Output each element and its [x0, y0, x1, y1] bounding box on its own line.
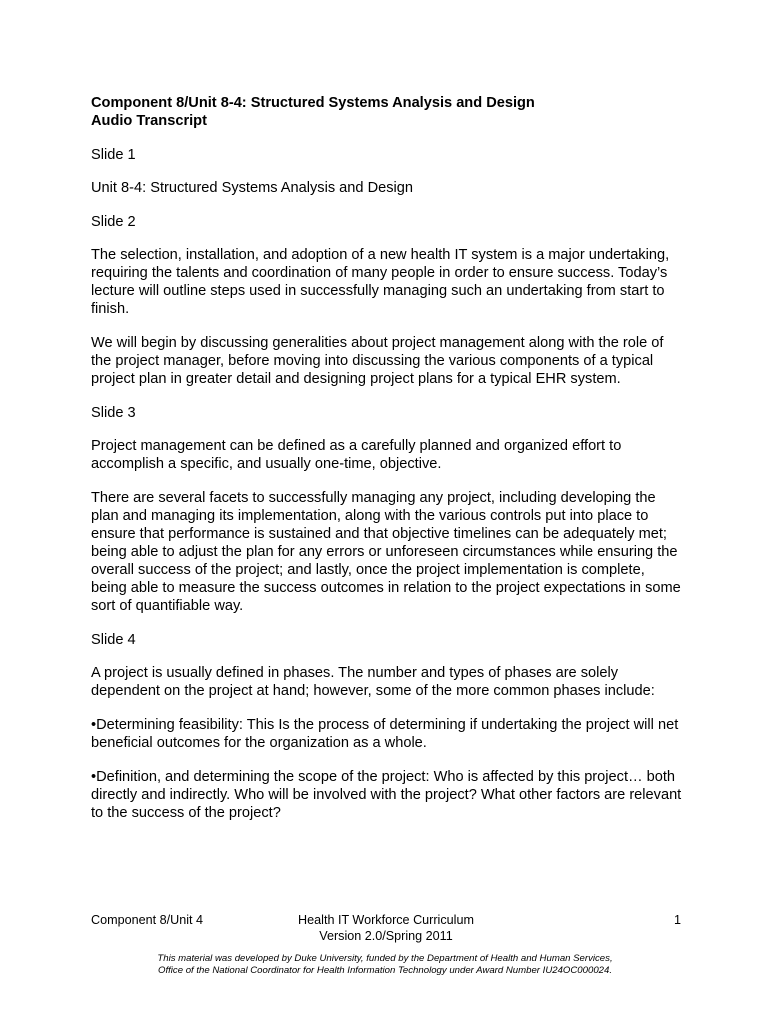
footer-component: Component 8/Unit 4: [91, 913, 204, 927]
paragraph: A project is usually defined in phases. The number and types of phases are solely dependent on the project at hand; however, some of the more common phases include:: [91, 665, 655, 699]
slide-heading: Slide 3: [91, 405, 136, 421]
funding-credit: [0, 953, 770, 977]
paragraph: Project management can be defined as a carefully planned and organized effort to accomplish a specific, and usually one-time, objective.: [91, 438, 622, 472]
footer-curriculum: [91, 912, 681, 944]
bullet-paragraph: •Determining feasibility: This Is the process of determining if undertaking the project will net beneficial outcomes for the organization as a whole.: [91, 717, 679, 751]
paragraph: We will begin by discussing generalities about project management along with the role of the project manager, before moving into discussing the various components of a typical project plan in greater detail and designing project plans for a typical EHR system.: [91, 335, 664, 387]
document-body: [91, 94, 683, 838]
title-line-1: Component 8/Unit 8-4: Structured Systems Analysis and Design: [91, 95, 535, 111]
credit-line-2: Office of the National Coordinator for Health Information Technology under Award Number IU24OC000024.: [157, 965, 612, 976]
footer-curriculum-line-2: Version 2.0/Spring 2011: [319, 929, 453, 943]
credit-line-1: This material was developed by Duke University, funded by the Department of Health and Human Services,: [157, 953, 613, 964]
bullet-paragraph: •Definition, and determining the scope of the project: Who is affected by this project… both directly and indirectly. Who will be involved with the project? What other factors are relevant to the success of the project?: [91, 769, 682, 821]
paragraph: Unit 8-4: Structured Systems Analysis and Design: [91, 180, 414, 196]
slide-heading: Slide 2: [91, 214, 136, 230]
paragraph: The selection, installation, and adoption of a new health IT system is a major undertaking, requiring the talents and coordination of many people in order to ensure success. Today’s lecture will outline steps used in successfully managing such an undertaking from start to finish.: [91, 247, 670, 317]
slide-heading: Slide 1: [91, 147, 136, 163]
footer-curriculum-line-1: Health IT Workforce Curriculum: [298, 913, 474, 927]
page-number: 1: [673, 913, 681, 927]
slide-heading: Slide 4: [91, 632, 136, 648]
paragraph: There are several facets to successfully managing any project, including developing the plan and managing its implementation, along with the various controls put into place to ensure that performance is sustained and that objective timelines can be adequately met; being able to adjust the plan for any errors or unforeseen circumstances while ensuring the overall success of the project; and lastly, once the project implementation is complete, being able to measure the success outcomes in relation to the project expectations in some sort of quantifiable way.: [91, 490, 681, 614]
title-line-2: Audio Transcript: [91, 113, 207, 129]
document-title: [91, 94, 683, 130]
